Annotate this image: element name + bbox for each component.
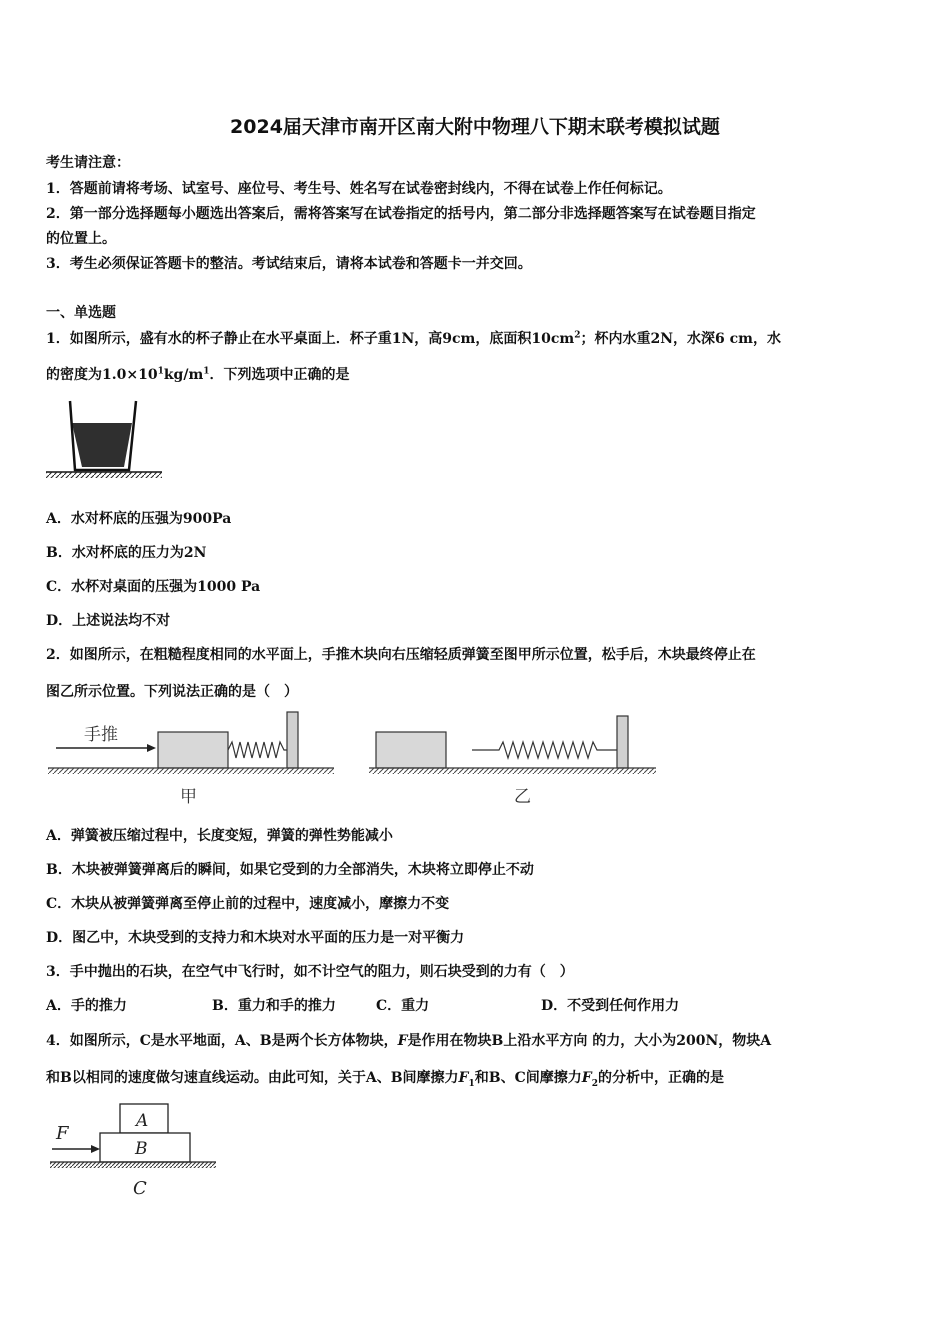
spring-relaxed: [472, 742, 617, 758]
q2-option-a: A．弹簧被压缩过程中，长度变短，弹簧的弹性势能减小: [46, 828, 393, 844]
q4-force-symbol: F: [458, 1070, 469, 1086]
q2-option-c: C．木块从被弹簧弹离至停止前的过程中，速度减小，摩擦力不变: [46, 896, 450, 912]
q4-force-symbol: F: [397, 1033, 408, 1049]
q1-option-d: D．上述说法均不对: [46, 613, 171, 629]
q1-sup: 2: [574, 330, 581, 341]
notice-item: 1．答题前请将考场、试室号、座位号、考生号、姓名写在试卷密封线内，不得在试卷上作任何标记。: [46, 181, 672, 197]
q1-option-c: C．水杯对桌面的压强为1000 Pa: [46, 579, 261, 595]
wall-right: [617, 716, 628, 768]
q1-text: 1．如图所示，盛有水的杯子静止在水平桌面上．杯子重1N，高9cm，底面积10cm: [46, 331, 575, 347]
cup-figure: [44, 395, 168, 480]
label-a: A: [136, 1111, 149, 1131]
q2-stem-line2: 图乙所示位置。下列说法正确的是（ ）: [46, 684, 298, 700]
notice-heading: 考生请注意：: [46, 155, 130, 171]
q2-option-b: B．木块被弹簧弹离后的瞬间，如果它受到的力全部消失，木块将立即停止不动: [46, 862, 534, 878]
q4-subscript: 1: [468, 1078, 475, 1089]
force-arrow-head: [91, 1145, 100, 1153]
label-c: C: [133, 1178, 147, 1199]
q4-text: 4．如图所示，C是水平地面，A、B是两个长方体物块，: [46, 1033, 398, 1049]
blocks-figure: [44, 1098, 224, 1202]
q1-sup: 1: [203, 366, 210, 377]
q2-stem-line1: 2．如图所示，在粗糙程度相同的水平面上，手推木块向右压缩轻质弹簧至图甲所示位置，松手后，木块最终停止在: [46, 647, 756, 663]
ground-right-hatch: [369, 768, 656, 774]
q1-text: 的密度为1.0×10: [46, 367, 158, 383]
q3-option-c: C．重力: [376, 998, 430, 1014]
notice-item: 2．第一部分选择题每小题选出答案后，需将答案写在试卷指定的括号内，第二部分非选择题答案写在试卷题目指定: [46, 206, 756, 222]
push-arrow-head: [147, 744, 156, 752]
q4-text: 和B、C间摩擦力: [474, 1070, 582, 1086]
q1-stem-line2: [46, 364, 350, 384]
q4-force-symbol: F: [581, 1070, 592, 1086]
table-hatch: [46, 472, 162, 478]
section-heading: 一、单选题: [46, 305, 116, 321]
block-right: [376, 732, 446, 768]
q4-text: 的分析中，正确的是: [597, 1070, 724, 1086]
q1-sup: 1: [157, 366, 164, 377]
spring-figure: [44, 708, 664, 808]
label-f: F: [56, 1123, 69, 1144]
q1-option-b: B．水对杯底的压力为2N: [46, 545, 207, 561]
q1-stem-line1: [46, 328, 781, 348]
q4-subscript: 2: [591, 1078, 598, 1089]
q4-text: 是作用在物块B上沿水平方向 的力，大小为200N，物块A: [407, 1033, 772, 1049]
q3-stem: 3．手中抛出的石块，在空气中飞行时，如不计空气的阻力，则石块受到的力有（ ）: [46, 964, 574, 980]
q1-text: kg/m: [163, 367, 204, 383]
q3-option-a: A．手的推力: [46, 998, 127, 1014]
spring-compressed: [228, 742, 287, 758]
q4-text: 和B以相同的速度做匀速直线运动。由此可知，关于A、B间摩擦力: [46, 1070, 459, 1086]
q3-option-b: B．重力和手的推力: [212, 998, 336, 1014]
label-yi: 乙: [514, 787, 531, 807]
ground-left-hatch: [48, 768, 334, 774]
notice-item: 3．考生必须保证答题卡的整洁。考试结束后，请将本试卷和答题卡一并交回。: [46, 256, 532, 272]
q4-stem-line1: [46, 1030, 771, 1050]
page-title: 2024届天津市南开区南大附中物理八下期末联考模拟试题: [230, 116, 720, 138]
q2-option-d: D．图乙中，木块受到的支持力和木块对水平面的压力是一对平衡力: [46, 930, 465, 946]
label-jia: 甲: [180, 787, 197, 807]
q1-text: ．下列选项中正确的是: [209, 367, 350, 383]
q4-stem-line2: [46, 1067, 724, 1087]
ground-c-hatch: [50, 1162, 216, 1168]
wall-left: [287, 712, 298, 768]
water: [72, 423, 132, 467]
q3-option-d: D．不受到任何作用力: [541, 998, 680, 1014]
q1-option-a: A．水对杯底的压强为900Pa: [46, 511, 232, 527]
q1-text: ；杯内水重2N，水深6 cm，水: [580, 331, 781, 347]
notice-item: 的位置上。: [46, 231, 116, 247]
push-label: 手推: [84, 725, 118, 745]
block-left: [158, 732, 228, 768]
label-b: B: [135, 1139, 148, 1159]
